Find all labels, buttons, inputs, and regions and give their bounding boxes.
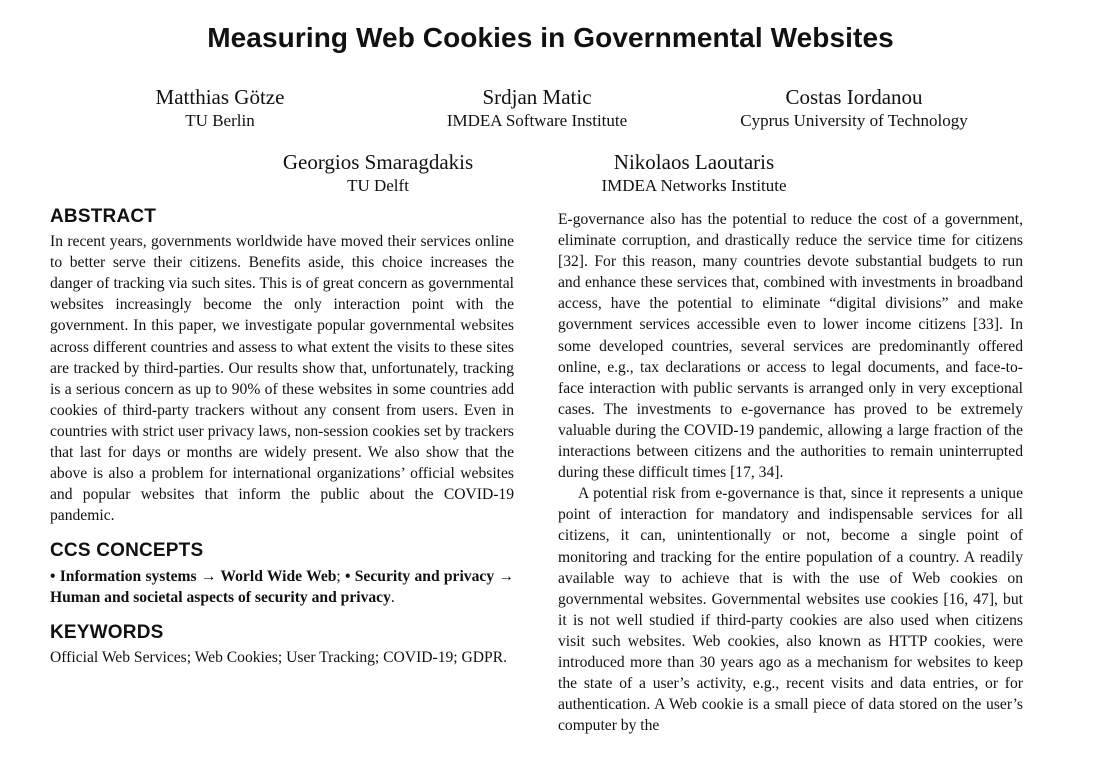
ccs-concept-2: • Security and privacy → Human and societal aspects of security and privacy — [50, 567, 514, 606]
ccs-heading: CCS CONCEPTS — [50, 540, 204, 562]
abstract-text: In recent years, governments worldwide have moved their services online to better serve their citizens. Benefits aside, this choice increases the danger of tracking via such sites. This is of great concern as governmental websites increasingly become the only interaction point with the government. In this paper, we investigate popular governmental websites across different countries and assess to what extent the visits to these sites are tracked by third-parties. Our results show that, unfortunately, tracking is a serious concern as up to 90% of these websites in some countries add cookies of third-party trackers without any consent from users. Even in countries with strict user privacy laws, non-session cookies set by trackers that last for days or months are widely present. We also show that the above is also a problem for international organizations’ official websites and popular websites that inform the public about the COVID-19 pandemic. — [50, 233, 514, 525]
author-name: Costas Iordanou — [785, 85, 923, 109]
ccs-concepts — [50, 566, 514, 608]
author-affiliation: TU Delft — [347, 176, 409, 195]
author-2 — [387, 84, 687, 132]
keywords-text: Official Web Services; Web Cookies; User Tracking; COVID-19; GDPR. — [50, 648, 508, 666]
left-column — [50, 206, 514, 668]
ccs-concept-1: • Information systems → World Wide Web — [50, 567, 337, 585]
author-affiliation: TU Berlin — [185, 111, 255, 130]
author-name: Nikolaos Laoutaris — [613, 150, 775, 174]
author-name: Srdjan Matic — [482, 85, 592, 109]
ccs-end: . — [390, 588, 395, 606]
body-paragraph: E-governance also has the potential to reduce the cost of a government, eliminate corruption, and drastically reduce the service time for citizens [32]. For this reason, many countries devote substantial budgets to run and enhance these services that, combined with investments in broadband access, have the potential to eliminate “digital divisions” and make government services accessible even to lower income citizens [33]. In some developed countries, several services are predominantly offered online, e.g., tax declarations or access to legal documents, and face-to-face interaction with public servants is arranged only in very exceptional cases. The investments to e-governance has proved to be extremely valuable during the COVID-19 pandemic, allowing a large fraction of the interactions between citizens and the authorities to remain uninterrupted during these difficult times [17, 34]. — [558, 211, 1023, 482]
abstract-heading: ABSTRACT — [50, 206, 157, 227]
author-affiliation: Cyprus University of Technology — [740, 111, 968, 130]
paper-title: Measuring Web Cookies in Governmental Websites — [207, 22, 894, 53]
right-column — [558, 209, 1023, 736]
author-5 — [544, 149, 844, 197]
author-name: Matthias Götze — [155, 85, 285, 109]
body-paragraph: A potential risk from e-governance is that, since it represents a unique point of interaction for mandatory and indispensable services for all citizens, it can, unintentionally or not, become a single point of monitoring and tracking for the entire population of a country. A readily available way to achieve that is with the use of Web cookies on governmental websites. Governmental websites use cookies [16, 47], but it is not well studied if third-party cookies are also used when citizens visit such websites. Web cookies, also known as HTTP cookies, were introduced more than 30 years ago as a mechanism for websites to keep the state of a user’s activity, e.g., recent visits and data entries, or for authentication. A Web cookie is a small piece of data stored on the user’s computer by the — [558, 485, 1023, 735]
author-3 — [704, 84, 1004, 132]
author-4 — [228, 149, 528, 197]
author-affiliation: IMDEA Software Institute — [446, 111, 628, 130]
author-affiliation: IMDEA Networks Institute — [601, 176, 787, 195]
ccs-separator: ; — [336, 567, 346, 585]
author-name: Georgios Smaragdakis — [282, 150, 474, 174]
keywords-heading: KEYWORDS — [50, 621, 164, 643]
author-1 — [70, 84, 370, 132]
